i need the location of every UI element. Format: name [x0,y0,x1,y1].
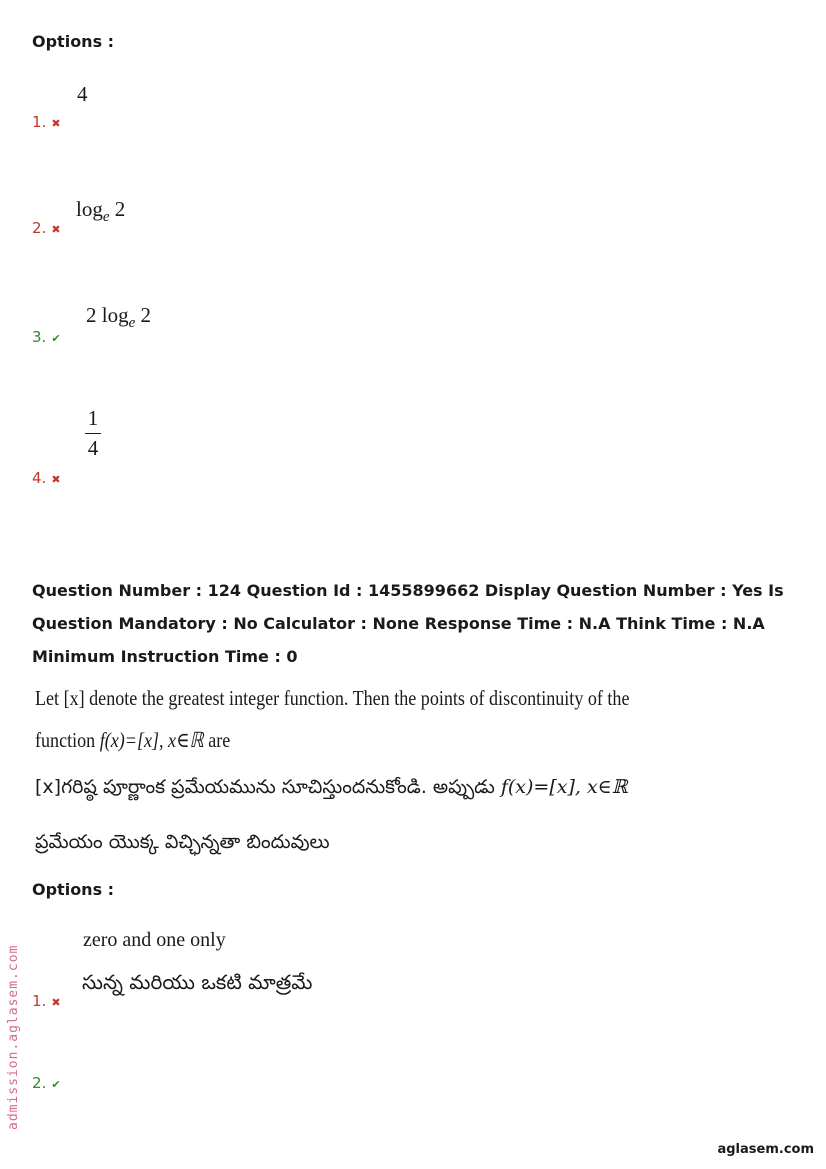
option-4-number [32,469,61,487]
option-3-value [86,303,151,332]
options-label-2: Options : [32,880,115,899]
new-option-2-number [32,1074,61,1092]
option-3-number [32,328,61,346]
question-en-line-2 [35,728,230,753]
cross-icon: ✖ [51,117,61,130]
question-te-line-2: ప్రమేయం యొక్క విచ్ఛిన్నతా బిందువులు [35,831,330,853]
cross-icon: ✖ [51,996,61,1009]
check-icon: ✔ [51,332,61,345]
cross-icon: ✖ [51,473,61,486]
question-te-line-1 [35,776,628,803]
option-2-arg: 2 [109,197,126,221]
question-te-line-1-pre: [x]గరిష్ఠ పూర్ణాంక ప్రమేయమును సూచిస్తుందనుకోండి. అప్పుడు [35,776,501,798]
footer-site: aglasem.com [717,1142,814,1157]
option-4-numerator: 1 [87,406,99,430]
question-meta: Question Number : 124 Question Id : 1455899662 Display Question Number : Yes Is Question Mandatory : No Calculator : None Response Time : N.A Think Time : N.A Minimum Instruction Time : 0 [32,581,784,666]
option-number-text: 4. [32,469,47,487]
option-2-value [76,197,125,226]
cross-icon: ✖ [51,223,61,236]
option-3-log: 2 log [86,303,129,327]
option-4-denominator: 4 [87,436,99,460]
fraction-bar [85,433,101,434]
option-2-log: log [76,197,103,221]
option-1-value: 4 [77,82,88,106]
question-math: f(x)=[x], x∈ℝ [99,728,204,752]
options-label: Options : [32,32,115,51]
question-en-line-2-pre: function [35,728,100,752]
option-2-base: e [102,209,110,226]
question-en-line-2-post: are [203,728,231,752]
option-number-text: 2. [32,219,47,237]
option-number-text: 3. [32,328,47,346]
option-4-value [85,406,101,461]
watermark: admission.aglasem.com [6,944,21,1130]
question-te-math: f(x)=[x], x∈ℝ [500,776,628,798]
option-number-text: 1. [32,992,47,1010]
new-option-1-te: సున్న మరియు ఒకటి మాత్రమే [82,970,313,994]
option-number-text: 2. [32,1074,47,1092]
new-option-1-en: zero and one only [83,929,226,951]
option-2-number [32,219,61,237]
question-en-line-1: Let [x] denote the greatest integer function. Then the points of discontinuity of the [35,686,630,710]
option-1-number [32,113,61,131]
new-option-1-number [32,992,61,1010]
option-3-arg: 2 [135,303,152,327]
option-number-text: 1. [32,113,47,131]
option-3-base: e [128,315,136,332]
check-icon: ✔ [51,1078,61,1091]
